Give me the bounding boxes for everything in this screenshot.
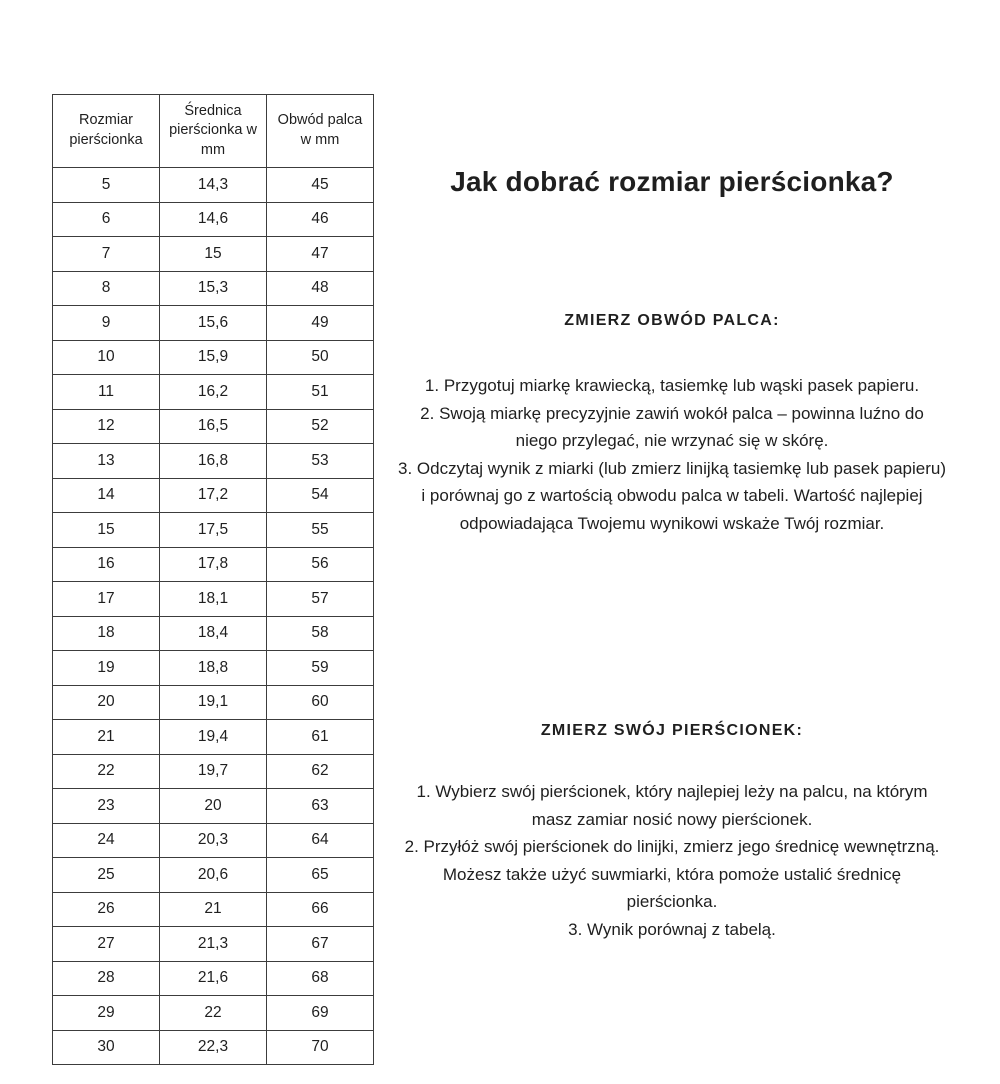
table-cell: 20 bbox=[53, 685, 160, 720]
table-row bbox=[53, 685, 374, 720]
table-cell: 19,4 bbox=[160, 720, 267, 755]
table-cell: 16,2 bbox=[160, 375, 267, 410]
table-cell: 17,8 bbox=[160, 547, 267, 582]
table-cell: 16,8 bbox=[160, 444, 267, 479]
table-cell: 56 bbox=[267, 547, 374, 582]
table-cell: 26 bbox=[53, 892, 160, 927]
table-row bbox=[53, 271, 374, 306]
table-cell: 18,4 bbox=[160, 616, 267, 651]
table-cell: 55 bbox=[267, 513, 374, 548]
table-cell: 22 bbox=[53, 754, 160, 789]
table-cell: 70 bbox=[267, 1030, 374, 1065]
table-row bbox=[53, 961, 374, 996]
table-cell: 30 bbox=[53, 1030, 160, 1065]
table-cell: 7 bbox=[53, 237, 160, 272]
step-item: 2. Swoją miarkę precyzyjnie zawiń wokół palca – powinna luźno do niego przylegać, nie wrzynać się w skórę. bbox=[420, 403, 924, 450]
table-row bbox=[53, 582, 374, 617]
table-row bbox=[53, 616, 374, 651]
table-cell: 61 bbox=[267, 720, 374, 755]
table-row bbox=[53, 513, 374, 548]
table-row bbox=[53, 375, 374, 410]
table-cell: 20,3 bbox=[160, 823, 267, 858]
table-row bbox=[53, 237, 374, 272]
table-cell: 59 bbox=[267, 651, 374, 686]
table-cell: 60 bbox=[267, 685, 374, 720]
header-ring-diameter: Średnica pierścionka w mm bbox=[160, 95, 267, 168]
steps-measure-ring bbox=[398, 778, 946, 943]
table-cell: 48 bbox=[267, 271, 374, 306]
table-cell: 68 bbox=[267, 961, 374, 996]
table-cell: 63 bbox=[267, 789, 374, 824]
table-cell: 17,2 bbox=[160, 478, 267, 513]
table-row bbox=[53, 754, 374, 789]
table-cell: 18,8 bbox=[160, 651, 267, 686]
table-row bbox=[53, 409, 374, 444]
table-cell: 18,1 bbox=[160, 582, 267, 617]
step-item: 2. Przyłóż swój pierścionek do linijki, zmierz jego średnicę wewnętrzną. Możesz także użyć suwmiarki, która pomoże ustalić średnicę pierścionka. bbox=[404, 837, 940, 911]
table-cell: 49 bbox=[267, 306, 374, 341]
table-cell: 29 bbox=[53, 996, 160, 1031]
table-cell: 11 bbox=[53, 375, 160, 410]
table-cell: 52 bbox=[267, 409, 374, 444]
table-cell: 14 bbox=[53, 478, 160, 513]
table-cell: 16 bbox=[53, 547, 160, 582]
table-row bbox=[53, 340, 374, 375]
step-item: 1. Przygotuj miarkę krawiecką, tasiemkę lub wąski pasek papieru. bbox=[424, 376, 920, 395]
table-cell: 21 bbox=[160, 892, 267, 927]
table-cell: 22,3 bbox=[160, 1030, 267, 1065]
table-cell: 15 bbox=[160, 237, 267, 272]
table-cell: 14,6 bbox=[160, 202, 267, 237]
table-cell: 54 bbox=[267, 478, 374, 513]
table-cell: 13 bbox=[53, 444, 160, 479]
table-row bbox=[53, 202, 374, 237]
step-item: 3. Wynik porównaj z tabelą. bbox=[568, 919, 776, 939]
table-cell: 22 bbox=[160, 996, 267, 1031]
table-cell: 20,6 bbox=[160, 858, 267, 893]
table-cell: 21,3 bbox=[160, 927, 267, 962]
table-cell: 21 bbox=[53, 720, 160, 755]
table-cell: 62 bbox=[267, 754, 374, 789]
table-row bbox=[53, 927, 374, 962]
table-cell: 20 bbox=[160, 789, 267, 824]
table-row bbox=[53, 892, 374, 927]
table-cell: 45 bbox=[267, 168, 374, 203]
table-cell: 17 bbox=[53, 582, 160, 617]
table-cell: 18 bbox=[53, 616, 160, 651]
table-cell: 46 bbox=[267, 202, 374, 237]
step-item: 3. Odczytaj wynik z miarki (lub zmierz linijką tasiemkę lub pasek papieru) i porównaj go z wartością obwodu palca w tabeli. Wartość najlepiej odpowiadająca Twojemu wynikowi wskaże Twój rozmiar. bbox=[398, 458, 946, 533]
table-row bbox=[53, 789, 374, 824]
table-cell: 51 bbox=[267, 375, 374, 410]
steps-measure-finger bbox=[398, 372, 946, 537]
table-row bbox=[53, 444, 374, 479]
table-cell: 17,5 bbox=[160, 513, 267, 548]
table-row bbox=[53, 168, 374, 203]
table-cell: 15,6 bbox=[160, 306, 267, 341]
table-row bbox=[53, 306, 374, 341]
table-row bbox=[53, 651, 374, 686]
table-cell: 9 bbox=[53, 306, 160, 341]
table-row bbox=[53, 996, 374, 1031]
table-cell: 69 bbox=[267, 996, 374, 1031]
table-header-row bbox=[53, 95, 374, 168]
table-cell: 19,1 bbox=[160, 685, 267, 720]
table-cell: 24 bbox=[53, 823, 160, 858]
table-cell: 57 bbox=[267, 582, 374, 617]
table-cell: 8 bbox=[53, 271, 160, 306]
table-cell: 28 bbox=[53, 961, 160, 996]
table-row bbox=[53, 478, 374, 513]
table-cell: 47 bbox=[267, 237, 374, 272]
table-cell: 65 bbox=[267, 858, 374, 893]
table-cell: 64 bbox=[267, 823, 374, 858]
size-table-body bbox=[53, 168, 374, 1065]
table-cell: 27 bbox=[53, 927, 160, 962]
header-finger-circumference: Obwód palca w mm bbox=[267, 95, 374, 168]
table-cell: 15 bbox=[53, 513, 160, 548]
step-item: 1. Wybierz swój pierścionek, który najlepiej leży na palcu, na którym masz zamiar nosić nowy pierścionek. bbox=[416, 782, 928, 829]
table-cell: 16,5 bbox=[160, 409, 267, 444]
section-heading-measure-finger: ZMIERZ OBWÓD PALCA: bbox=[564, 312, 780, 329]
table-cell: 67 bbox=[267, 927, 374, 962]
ring-size-table-head bbox=[53, 95, 374, 168]
table-cell: 5 bbox=[53, 168, 160, 203]
table-cell: 10 bbox=[53, 340, 160, 375]
table-cell: 25 bbox=[53, 858, 160, 893]
table-row bbox=[53, 1030, 374, 1065]
table-cell: 21,6 bbox=[160, 961, 267, 996]
table-row bbox=[53, 858, 374, 893]
section-heading-measure-ring: ZMIERZ SWÓJ PIERŚCIONEK: bbox=[540, 722, 804, 739]
header-ring-size: Rozmiar pierścionka bbox=[53, 95, 160, 168]
table-cell: 19,7 bbox=[160, 754, 267, 789]
table-row bbox=[53, 720, 374, 755]
table-row bbox=[53, 823, 374, 858]
page-title: Jak dobrać rozmiar pierścionka? bbox=[450, 166, 894, 197]
table-cell: 23 bbox=[53, 789, 160, 824]
table-cell: 14,3 bbox=[160, 168, 267, 203]
table-cell: 66 bbox=[267, 892, 374, 927]
table-cell: 12 bbox=[53, 409, 160, 444]
table-row bbox=[53, 547, 374, 582]
ring-size-table bbox=[52, 94, 374, 1065]
table-cell: 53 bbox=[267, 444, 374, 479]
table-cell: 19 bbox=[53, 651, 160, 686]
table-cell: 15,3 bbox=[160, 271, 267, 306]
table-cell: 50 bbox=[267, 340, 374, 375]
table-cell: 58 bbox=[267, 616, 374, 651]
table-cell: 6 bbox=[53, 202, 160, 237]
table-cell: 15,9 bbox=[160, 340, 267, 375]
